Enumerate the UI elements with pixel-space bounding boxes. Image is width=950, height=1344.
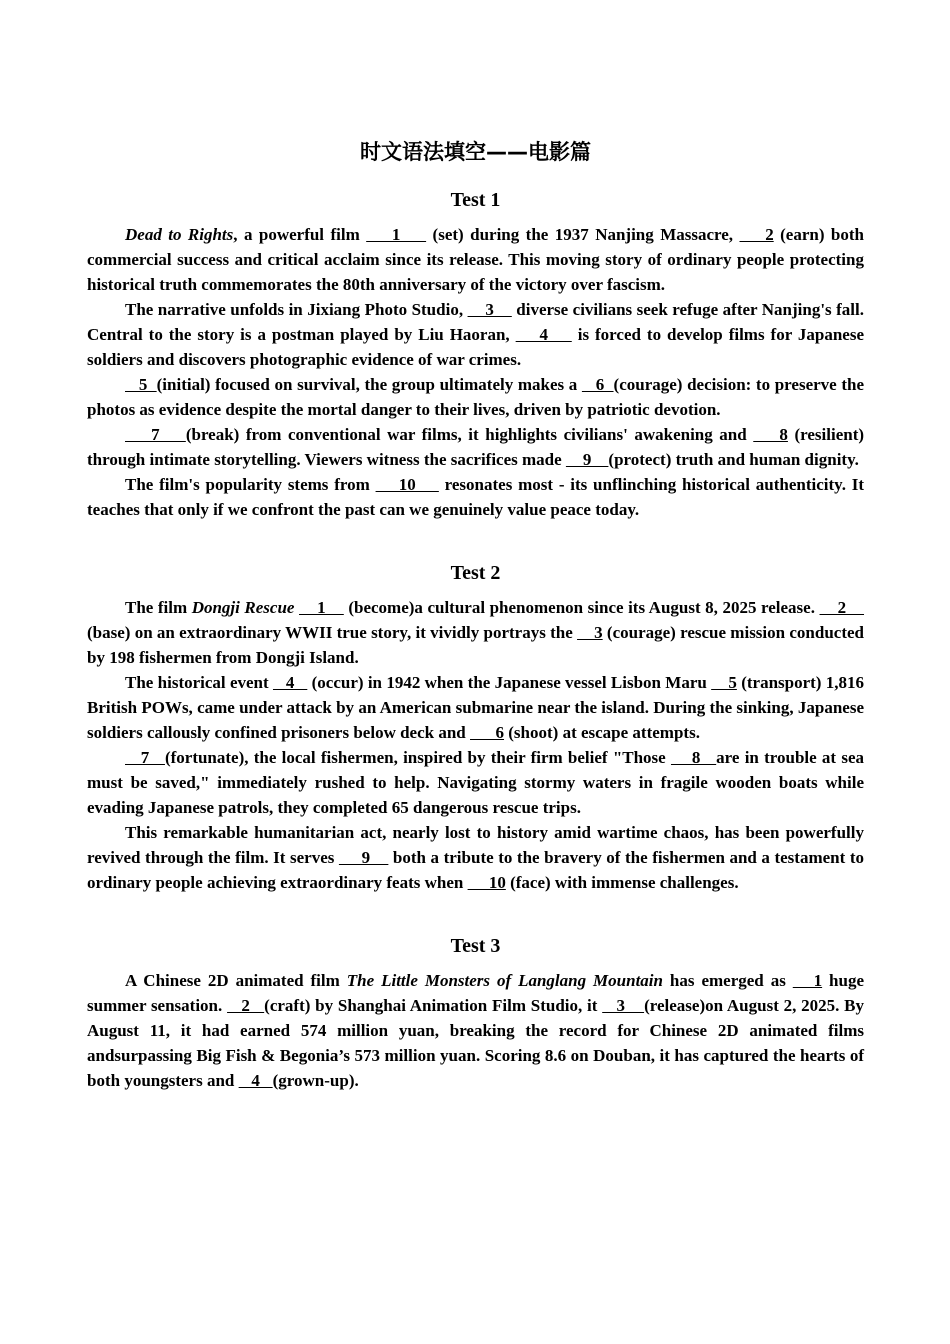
- answer-blank: 3: [577, 623, 603, 642]
- text-run: (shoot) at escape attempts.: [504, 723, 700, 742]
- answer-blank: 1: [366, 225, 427, 244]
- answer-blank: 7: [125, 748, 165, 767]
- answer-blank: 8: [670, 748, 717, 767]
- film-title: Dead to Rights: [125, 225, 234, 244]
- text-run: This remarkable humanitarian act, nearly lost to history amid wartime chaos, has been powerfully revived through the film. It serves: [87, 823, 864, 867]
- answer-blank: 8: [753, 425, 788, 444]
- text-run: are in trouble at sea must be saved," immediately rushed to help. Navigating stormy waters in fragile wooden boats while evading Japanese patrols, they completed 65 dangerous rescue trips.: [87, 748, 865, 817]
- answer-blank: 3: [602, 996, 645, 1015]
- answer-blank: 1: [299, 598, 344, 617]
- text-run: (courage) decision: to preserve the photos as evidence despite the mortal danger to their lives, driven by patriotic devotion.: [87, 375, 865, 419]
- answer-blank: 7: [125, 425, 186, 444]
- answer-blank: 1: [792, 971, 823, 990]
- text-run: (craft) by Shanghai Animation Film Studio, it: [264, 996, 603, 1015]
- answer-blank: 2: [739, 225, 774, 244]
- text-run: huge summer sensation.: [87, 971, 865, 1015]
- text-run: diverse civilians seek refuge after Nanjing's fall. Central to the story is a postman played by Liu Haoran,: [87, 300, 864, 344]
- text-run: The historical event: [125, 673, 273, 692]
- film-title: Dongji Rescue: [191, 598, 295, 617]
- paragraph: [87, 372, 864, 422]
- paragraph: [87, 595, 864, 670]
- answer-blank: 10: [467, 873, 506, 892]
- text-run: (become)a cultural phenomenon since its August 8, 2025 release.: [343, 598, 820, 617]
- answer-blank: 9: [565, 450, 609, 469]
- text-run: , a powerful film: [233, 225, 367, 244]
- text-run: (break) from conventional war films, it highlights civilians' awakening and: [185, 425, 754, 444]
- text-run: The narrative unfolds in Jixiang Photo Studio,: [125, 300, 468, 319]
- text-run: (grown-up).: [272, 1071, 359, 1090]
- text-run: (base) on an extraordinary WWII true story, it vividly portrays the: [87, 623, 578, 642]
- answer-blank: 4: [238, 1071, 273, 1090]
- answer-blank: 5: [125, 375, 157, 394]
- answer-blank: 4: [272, 673, 308, 692]
- text-run: (protect) truth and human dignity.: [608, 450, 859, 469]
- paragraph: [87, 222, 864, 297]
- test-section-3: [87, 932, 864, 1093]
- text-run: (fortunate), the local fishermen, inspired by their firm belief "Those: [164, 748, 671, 767]
- paragraph: [87, 297, 864, 372]
- answer-blank: 3: [467, 300, 512, 319]
- answer-blank: 9: [338, 848, 389, 867]
- text-run: (release)on August 2, 2025. By August 11, it had earned 574 million yuan, breaking the record for Chinese 2D animated films andsurpassing Big Fish & Begonia’s 573 million yuan. Scoring 8.6 on Douban, it has captured the hearts of both youngsters and: [87, 996, 865, 1090]
- text-run: (courage) rescue mission conducted by 198 fishermen from Dongji Island.: [87, 623, 864, 667]
- text-run: The film's popularity stems from: [125, 475, 376, 494]
- text-run: (face) with immense challenges.: [505, 873, 739, 892]
- document-page: [87, 132, 864, 1130]
- answer-blank: 4: [515, 325, 572, 344]
- answer-blank: 2: [819, 598, 865, 617]
- paragraph: [87, 820, 864, 895]
- paragraph: [87, 670, 864, 745]
- test-section-2: [87, 559, 864, 895]
- text-run: resonates most - its unflinching historical authenticity. It teaches that only if we confront the past can we genuinely value peace today.: [87, 475, 865, 519]
- text-run: (resilient) through intimate storytelling. Viewers witness the sacrifices made: [87, 425, 865, 469]
- text-run: (occur) in 1942 when the Japanese vessel Lisbon Maru: [307, 673, 712, 692]
- paragraph: [87, 968, 864, 1093]
- text-run: is forced to develop films for Japanese soldiers and discovers photographic evidence of war crimes.: [87, 325, 864, 369]
- text-run: (set) during the 1937 Nanjing Massacre,: [426, 225, 740, 244]
- test-heading: Test 3: [450, 935, 501, 957]
- tests-container: [87, 186, 864, 1093]
- paragraph: [87, 422, 864, 472]
- text-run: has emerged as: [662, 971, 793, 990]
- answer-blank: 5: [711, 673, 737, 692]
- answer-blank: 10: [375, 475, 439, 494]
- text-run: A Chinese 2D animated film: [125, 971, 347, 990]
- text-run: (earn) both commercial success and critical acclaim since its release. This moving story of ordinary people protecting historical truth commemorates the 80th anniversary of the victory over fascism.: [87, 225, 864, 294]
- test-section-1: [87, 186, 864, 522]
- document-title: 时文语法填空——电影篇: [360, 140, 591, 164]
- paragraph: [87, 472, 864, 522]
- text-run: (initial) focused on survival, the group ultimately makes a: [156, 375, 582, 394]
- test-heading: Test 2: [450, 562, 501, 584]
- paragraph: [87, 745, 864, 820]
- text-run: The film: [125, 598, 192, 617]
- text-run: (transport) 1,816 British POWs, came under attack by an American submarine near the island. During the sinking, Japanese soldiers callously confined prisoners below deck and: [87, 673, 865, 742]
- film-title: The Little Monsters of Langlang Mountain: [346, 971, 663, 990]
- test-heading: Test 1: [450, 189, 501, 211]
- text-run: both a tribute to the bravery of the fishermen and a testament to ordinary people achieving extraordinary feats when: [87, 848, 864, 892]
- answer-blank: 6: [581, 375, 614, 394]
- answer-blank: 2: [227, 996, 265, 1015]
- answer-blank: 6: [470, 723, 505, 742]
